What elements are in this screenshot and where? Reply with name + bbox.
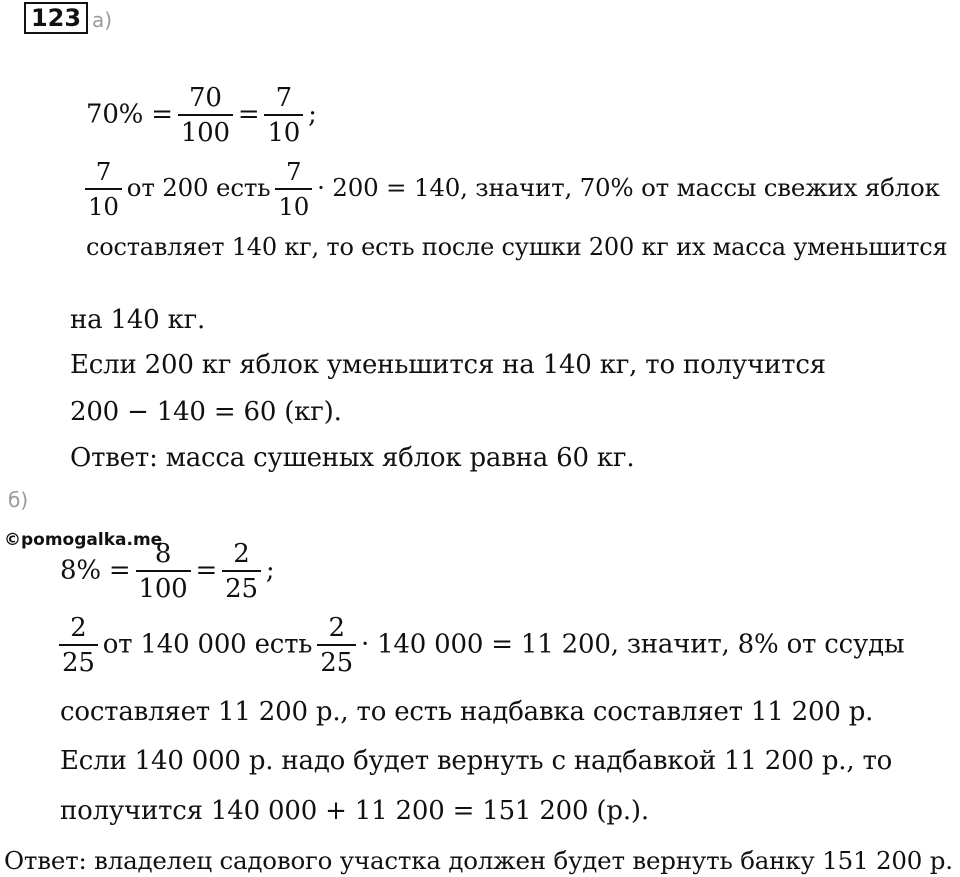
- part-a-line-6: 200 − 140 = 60 (кг).: [70, 397, 342, 427]
- part-b-line-5: получится 140 000 + 11 200 = 151 200 (р.).: [60, 796, 649, 826]
- part-a-line-4: на 140 кг.: [70, 305, 206, 335]
- fraction: $\frac{2}{25}$: [317, 614, 356, 677]
- watermark: ©pomogalka.me: [4, 530, 163, 550]
- fraction: $\frac{7}{10}$: [275, 158, 312, 221]
- fraction: $\frac{7}{10}$: [85, 158, 122, 221]
- part-b-line-2: $\frac{2}{25}$ от 140 000 есть $\frac{2}{25}$ · 140 000 = 11 200, значит, 8% от ссуды: [54, 614, 904, 677]
- part-a-answer: Ответ: масса сушеных яблок равна 60 кг.: [70, 443, 635, 473]
- part-a-line-5: Если 200 кг яблок уменьшится на 140 кг, то получится: [70, 350, 826, 380]
- fraction: $\frac{70}{100}$: [178, 84, 233, 147]
- part-b-answer: Ответ: владелец садового участка должен будет вернуть банку 151 200 р.: [4, 846, 953, 875]
- part-b-line-1: 8% = $\frac{8}{100}$ = $\frac{2}{25}$ ;: [60, 539, 275, 604]
- part-b-line-4: Если 140 000 р. надо будет вернуть с надбавкой 11 200 р., то: [60, 746, 893, 776]
- part-a-line-2: $\frac{7}{10}$ от 200 есть $\frac{7}{10}$ · 200 = 140, значит, 70% от массы свежих яблок: [80, 158, 940, 221]
- part-a-line-1: 70% = $\frac{70}{100}$ = $\frac{7}{10}$ ;: [86, 83, 317, 148]
- part-b-line-3: составляет 11 200 р., то есть надбавка составляет 11 200 р.: [60, 697, 874, 727]
- fraction: $\frac{2}{25}$: [222, 540, 261, 603]
- fraction: $\frac{8}{100}$: [136, 540, 191, 603]
- part-b-label: б): [8, 488, 29, 512]
- problem-number: 123: [24, 2, 88, 34]
- fraction: $\frac{2}{25}$: [59, 614, 98, 677]
- part-a-label: а): [92, 8, 113, 32]
- fraction: $\frac{7}{10}$: [264, 84, 303, 147]
- part-a-line-3: составляет 140 кг, то есть после сушки 200 кг их масса уменьшится: [86, 233, 948, 261]
